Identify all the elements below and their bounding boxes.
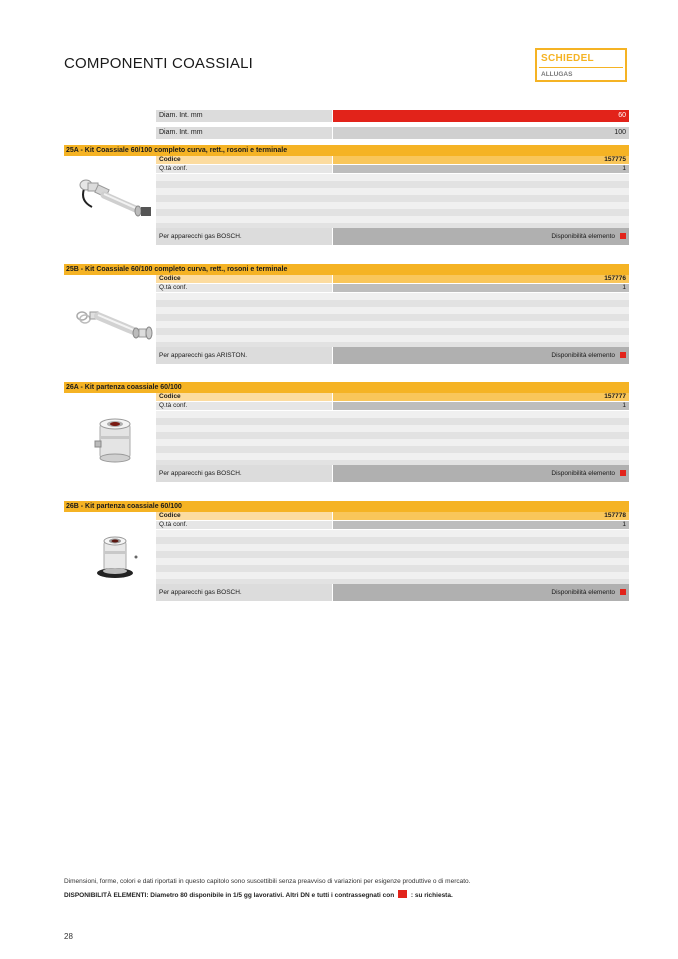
empty-row [156,558,629,565]
codice-row [156,393,629,401]
quantity-row [156,165,629,173]
diameter-label: Diam. Int. mm [156,127,332,139]
empty-row [156,202,629,209]
availability-label: Disponibilità elemento [333,465,629,482]
empty-row [156,188,629,195]
diameter-row [156,110,629,122]
kit-title: 26B - Kit partenza coassiale 60/100 [64,501,629,512]
availability-label: Disponibilità elemento [333,347,629,364]
empty-row [156,432,629,439]
kit-footer [156,584,629,601]
logo-brand: SCHIEDEL [541,53,594,64]
empty-row [156,209,629,216]
diameter-row [156,127,629,139]
appliance-note: Per apparecchi gas BOSCH. [156,465,332,482]
empty-row [156,314,629,321]
kit-title: 25A - Kit Coassiale 60/100 completo curva, rett., rosoni e terminale [64,145,629,156]
empty-row [156,530,629,537]
disclaimer-note: Dimensioni, forme, colori e dati riportati in questo capitolo sono suscettibili senza preavviso di variazioni per esigenze produttive o di mercato. [64,878,471,885]
logo-subbrand: ALLUGAS [541,71,573,78]
availability-marker [620,470,626,476]
empty-row [156,572,629,579]
kit-footer [156,347,629,364]
kit-title: 25B - Kit Coassiale 60/100 completo curva, rett., rosoni e terminale [64,264,629,275]
availability-marker [620,352,626,358]
coaxial-kit-image [70,169,156,227]
quantity-label: Q.tà conf. [156,402,332,410]
codice-value: 157776 [333,275,629,283]
empty-row [156,453,629,460]
adapter-image [70,525,156,583]
empty-row [156,307,629,314]
empty-row [156,425,629,432]
quantity-value: 1 [333,521,629,529]
empty-row [156,565,629,572]
codice-row [156,512,629,520]
diameter-label: Diam. Int. mm [156,110,332,122]
empty-row [156,181,629,188]
availability-marker [620,233,626,239]
empty-row [156,446,629,453]
empty-row [156,537,629,544]
availability-marker [620,589,626,595]
quantity-label: Q.tà conf. [156,521,332,529]
empty-row [156,418,629,425]
empty-row [156,321,629,328]
empty-row [156,544,629,551]
quantity-row [156,402,629,410]
empty-row [156,300,629,307]
empty-row [156,328,629,335]
empty-row [156,293,629,300]
codice-row [156,156,629,164]
quantity-value: 1 [333,402,629,410]
empty-row [156,411,629,418]
codice-label: Codice [156,275,332,283]
codice-label: Codice [156,393,332,401]
quantity-label: Q.tà conf. [156,284,332,292]
page-title: COMPONENTI COASSIALI [64,55,254,72]
kit-footer [156,465,629,482]
empty-row [156,439,629,446]
appliance-note: Per apparecchi gas BOSCH. [156,584,332,601]
codice-row [156,275,629,283]
availability-marker [398,890,407,898]
codice-value: 157775 [333,156,629,164]
availability-note-suffix: : su richiesta. [410,892,453,899]
empty-row [156,551,629,558]
schiedel-logo [535,48,627,82]
quantity-row [156,521,629,529]
coaxial-kit-image [70,288,156,346]
availability-label: Disponibilità elemento [333,584,629,601]
quantity-value: 1 [333,284,629,292]
availability-note [64,890,453,899]
appliance-note: Per apparecchi gas BOSCH. [156,228,332,245]
quantity-value: 1 [333,165,629,173]
empty-row [156,195,629,202]
empty-row [156,174,629,181]
logo-divider [539,67,623,68]
codice-label: Codice [156,512,332,520]
adapter-image [70,406,156,464]
diameter-value: 60 [333,110,629,122]
codice-value: 157778 [333,512,629,520]
page-number: 28 [64,932,73,941]
availability-label: Disponibilità elemento [333,228,629,245]
availability-note-text: DISPONIBILITÀ ELEMENTI: Diametro 80 disponibile in 1/5 gg lavorativi. Altri DN e tutti i contrassegnati con [64,892,395,899]
appliance-note: Per apparecchi gas ARISTON. [156,347,332,364]
quantity-label: Q.tà conf. [156,165,332,173]
kit-footer [156,228,629,245]
kit-title: 26A - Kit partenza coassiale 60/100 [64,382,629,393]
codice-label: Codice [156,156,332,164]
quantity-row [156,284,629,292]
empty-row [156,216,629,223]
diameter-value: 100 [333,127,629,139]
empty-row [156,335,629,342]
codice-value: 157777 [333,393,629,401]
